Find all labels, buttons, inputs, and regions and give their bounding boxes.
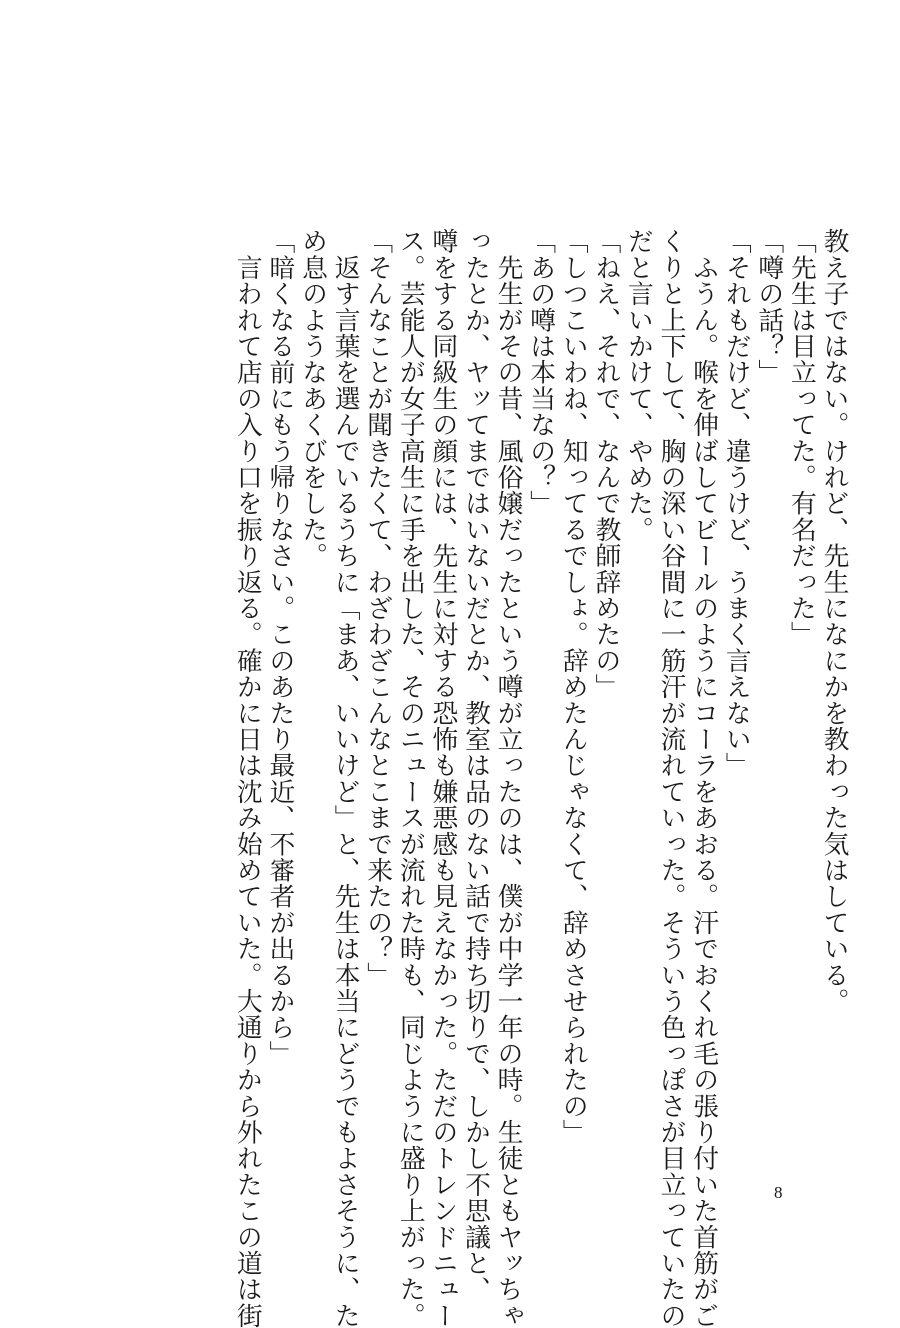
text-line: 言われて店の入り口を振り返る。確かに日は沈み始めていた。大通りから外れたこの道は街: [232, 228, 263, 1328]
text-line: ふうん。喉を伸ばしてビールのようにコーラをあおる。汗でおくれ毛の張り付いた首筋がご: [688, 228, 719, 1328]
text-line: くりと上下して、胸の深い谷間に一筋汗が流れていった。そういう色っぽさが目立っていたの: [656, 228, 687, 1328]
page-number: 8: [774, 1183, 783, 1202]
text-line: だと言いかけて、やめた。: [623, 228, 654, 543]
text-line: 「そんなことが聞きたくて、わざわざこんなとこまで来たの？」: [362, 228, 393, 988]
text-line: 「先生は目立ってた。有名だった」: [786, 228, 817, 648]
text-line: ス。芸能人が女子高生に手を出した、そのニュースが流れた時も、同じように盛り上がった。: [395, 228, 426, 1328]
text-line: 「噂の話？」: [753, 228, 784, 386]
text-line: ったとか、ヤッてまではいないだとか、教室は品のない話で持ち切りで、しかし不思議と、: [460, 228, 491, 1303]
text-line: 先生がその昔、風俗嬢だったという噂が立ったのは、僕が中学一年の時。生徒ともヤッちゃ: [493, 228, 524, 1328]
text-line: め息のようなあくびをした。: [297, 228, 328, 569]
text-line: 「あの噂は本当なの？」: [525, 228, 556, 517]
text-line: 「それもだけど、違うけど、うまく言えない」: [721, 228, 752, 779]
text-line: 「暗くなる前にもう帰りなさい。このあたり最近、不審者が出るから」: [264, 228, 295, 1067]
text-line: 返す言葉を選んでいるうちに「まあ、いいけど」と、先生は本当にどうでもよさそうに、た: [330, 228, 361, 1328]
text-line: 「しつこいわね、知ってるでしょ。辞めたんじゃなくて、辞めさせられたの」: [558, 228, 589, 1145]
text-line: 教え子ではない。けれど、先生になにかを教わった気はしている。: [819, 228, 849, 1014]
text-line: 「ねえ、それで、なんで教師辞めたの」: [590, 228, 621, 700]
text-line: 噂をする同級生の顔には、先生に対する恐怖も嫌悪感も見えなかった。ただのトレンドニュー: [427, 228, 458, 1328]
vertical-text-body: [231, 228, 850, 1328]
